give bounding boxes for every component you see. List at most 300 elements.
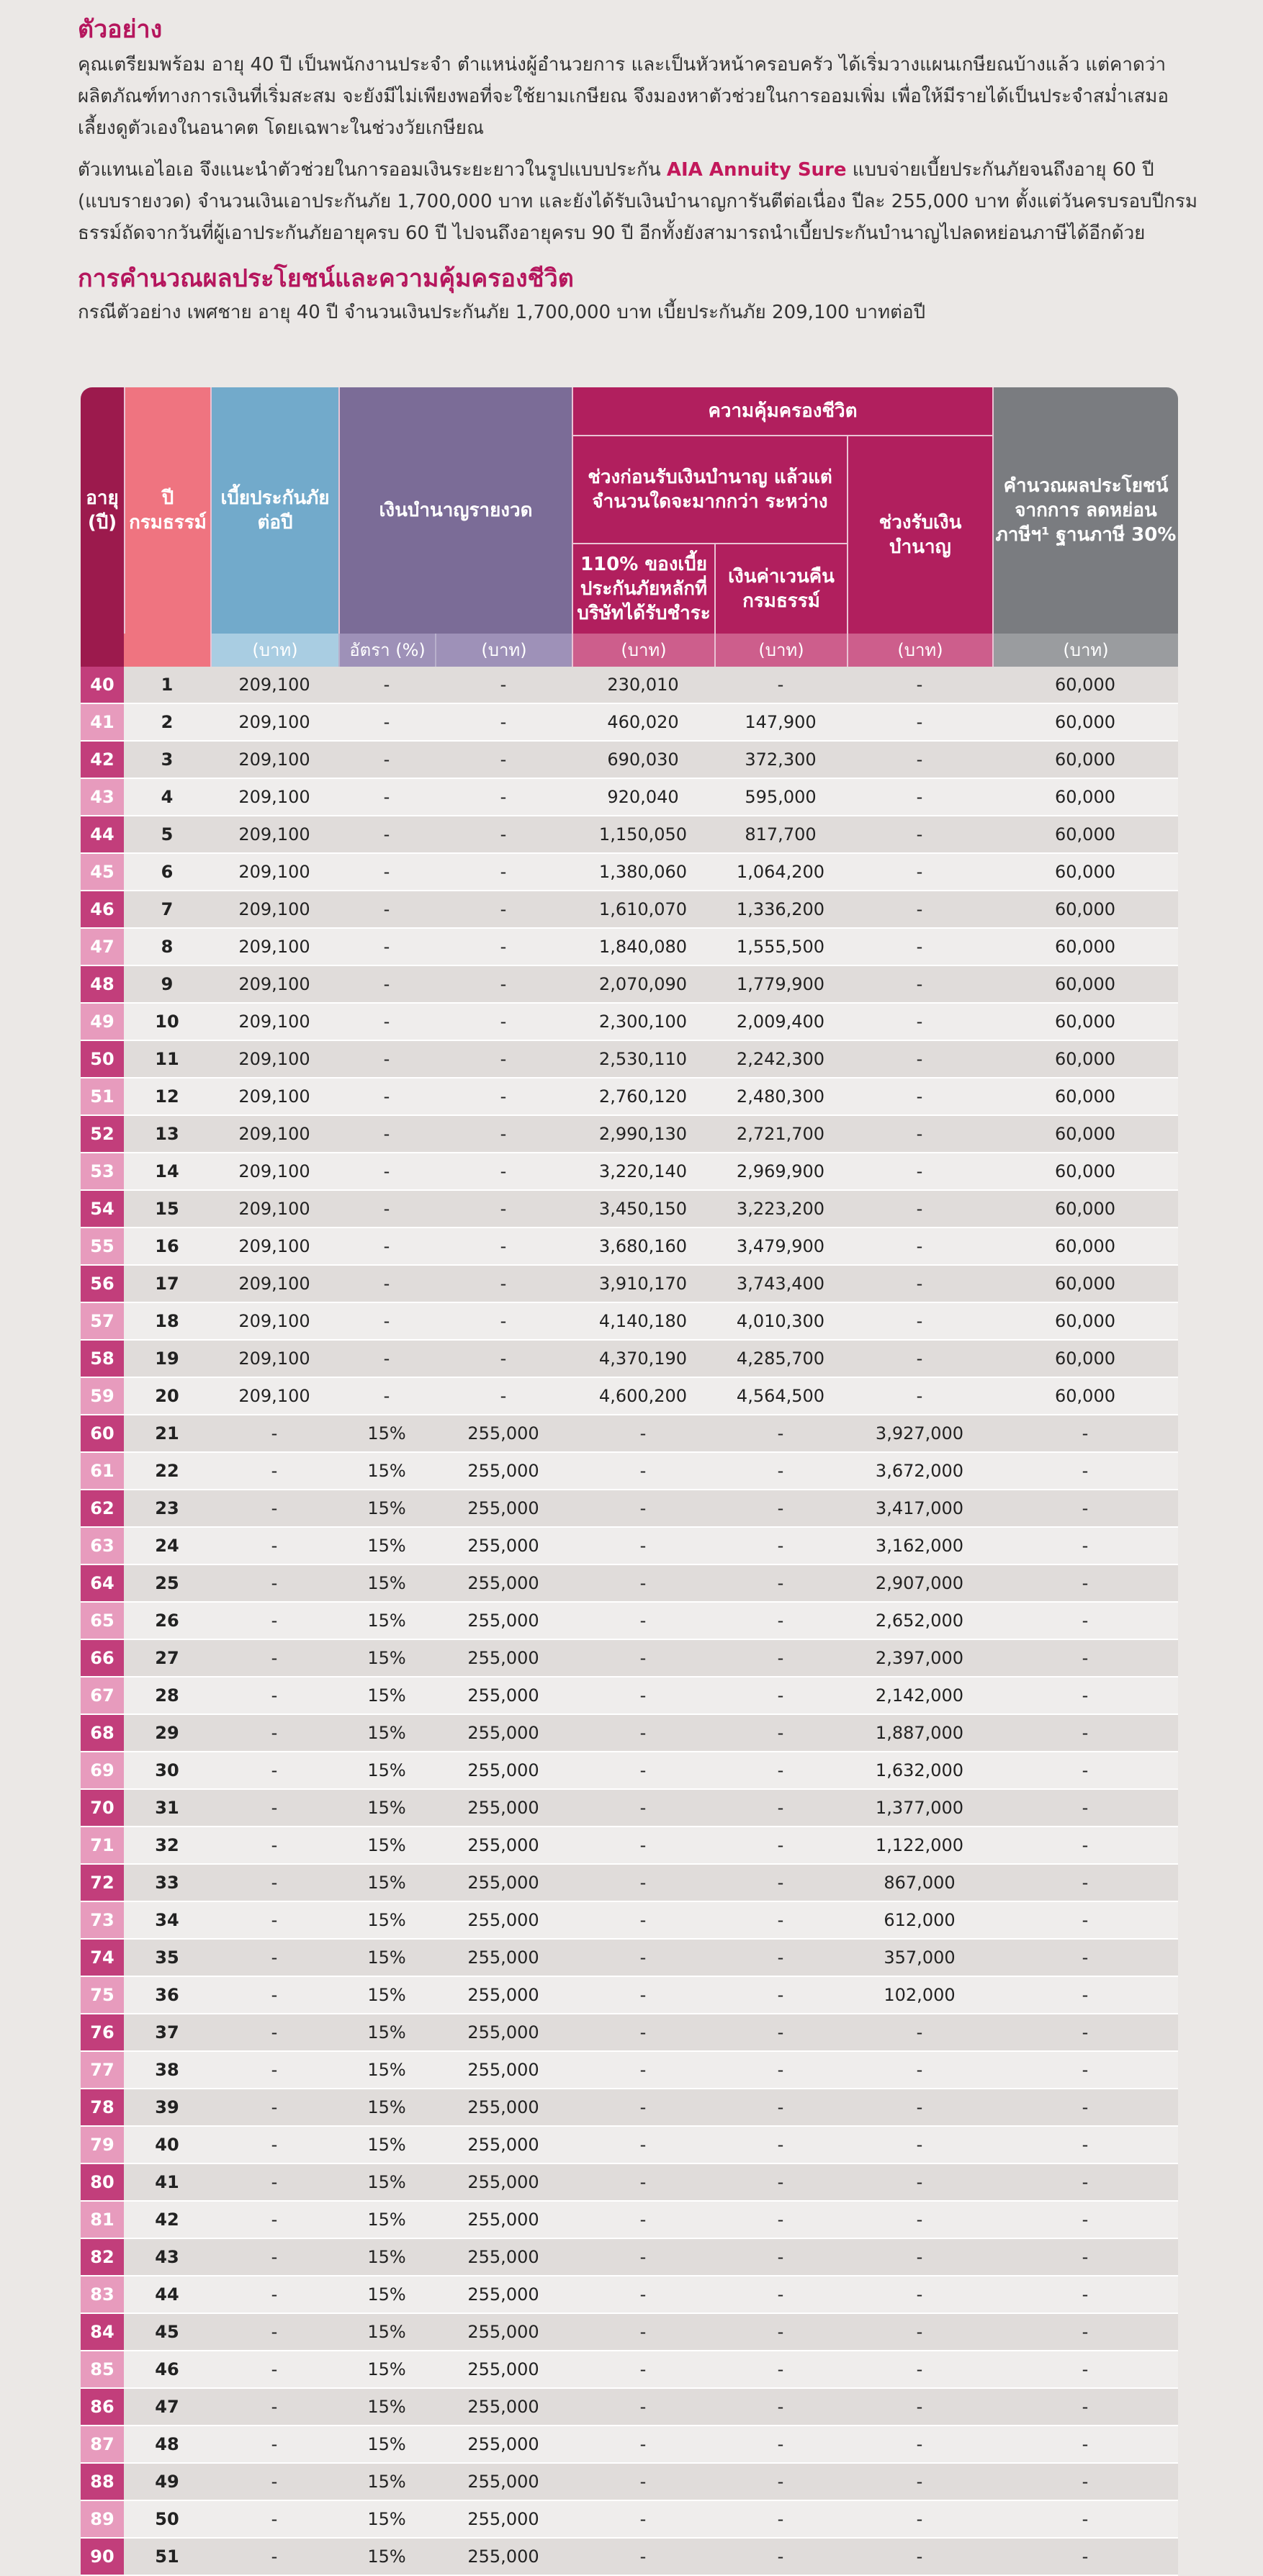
cell-policy-year: 15	[124, 1191, 210, 1228]
table-row	[81, 2164, 1178, 2202]
cell-policy-year: 19	[124, 1341, 210, 1378]
cell-policy-year: 12	[124, 1078, 210, 1116]
table-row	[81, 2276, 1178, 2314]
cell-annuity-rate: 15%	[338, 1453, 435, 1490]
cell-age: 72	[81, 1865, 124, 1902]
cell-annuity-amount: 255,000	[435, 2314, 572, 2351]
cell-age: 50	[81, 1041, 124, 1078]
cell-age: 48	[81, 966, 124, 1004]
table-row	[81, 2314, 1178, 2351]
cell-annuity-rate: 15%	[338, 2314, 435, 2351]
cell-premium: 209,100	[210, 1378, 338, 1415]
cell-death-benefit-110: -	[572, 2127, 714, 2164]
cell-death-benefit-110: -	[572, 1790, 714, 1827]
cell-annuity-rate: -	[338, 667, 435, 704]
cell-premium: 209,100	[210, 854, 338, 891]
cell-policy-year: 5	[124, 816, 210, 854]
cell-annuity-period-coverage: 3,162,000	[847, 1528, 992, 1565]
cell-policy-year: 1	[124, 667, 210, 704]
cell-premium: -	[210, 2426, 338, 2464]
cell-cash-value: -	[714, 1902, 847, 1940]
cell-tax-benefit: 60,000	[992, 1041, 1178, 1078]
cell-cash-value: 3,479,900	[714, 1228, 847, 1266]
cell-annuity-rate: -	[338, 1116, 435, 1153]
cell-annuity-rate: 15%	[338, 2127, 435, 2164]
cell-death-benefit-110: 690,030	[572, 742, 714, 779]
cell-cash-value: -	[714, 2314, 847, 2351]
cell-annuity-period-coverage: -	[847, 1153, 992, 1191]
cell-annuity-period-coverage: 1,632,000	[847, 1752, 992, 1790]
cell-age: 66	[81, 1640, 124, 1677]
cell-age: 51	[81, 1078, 124, 1116]
cell-premium: 209,100	[210, 891, 338, 929]
cell-annuity-amount: 255,000	[435, 1528, 572, 1565]
cell-annuity-period-coverage: -	[847, 2164, 992, 2202]
cell-cash-value: -	[714, 2127, 847, 2164]
cell-annuity-rate: -	[338, 1303, 435, 1341]
cell-cash-value: -	[714, 1677, 847, 1715]
cell-death-benefit-110: -	[572, 1827, 714, 1865]
cell-annuity-amount: 255,000	[435, 2127, 572, 2164]
cell-annuity-rate: -	[338, 704, 435, 742]
cell-annuity-period-coverage: -	[847, 2389, 992, 2426]
table-row	[81, 2014, 1178, 2052]
cell-death-benefit-110: 230,010	[572, 667, 714, 704]
cell-age: 85	[81, 2351, 124, 2389]
table-row	[81, 2202, 1178, 2239]
cell-cash-value: 817,700	[714, 816, 847, 854]
cell-death-benefit-110: -	[572, 2202, 714, 2239]
calc-heading: การคำนวณผลประโยชน์และความคุ้มครองชีวิต	[78, 264, 574, 293]
cell-annuity-period-coverage: -	[847, 2239, 992, 2276]
cell-premium: -	[210, 1603, 338, 1640]
cell-policy-year: 49	[124, 2464, 210, 2501]
cell-premium: -	[210, 1453, 338, 1490]
table-row	[81, 1715, 1178, 1752]
cell-premium: 209,100	[210, 1153, 338, 1191]
cell-death-benefit-110: -	[572, 2052, 714, 2089]
cell-age: 44	[81, 816, 124, 854]
cell-annuity-amount: -	[435, 1303, 572, 1341]
cell-annuity-period-coverage: 2,907,000	[847, 1565, 992, 1603]
cell-policy-year: 23	[124, 1490, 210, 1528]
cell-age: 56	[81, 1266, 124, 1303]
cell-annuity-period-coverage: 612,000	[847, 1902, 992, 1940]
cell-annuity-amount: 255,000	[435, 2464, 572, 2501]
cell-cash-value: 2,721,700	[714, 1116, 847, 1153]
recommendation-text-end: แบบจ่ายเบี้ยประกันภัยจนถึงอายุ 60 ปี (แบบรายงวด) จำนวนเงินเอาประกันภัย 1,700,000 บาท และยังได้รับเงินบำนาญการันตีต่อเนื่อง ปีละ 255,000 บาท ตั้งแต่วันครบรอบปีกรมธรรม์ถัดจากวันที่ผู้เอาประกันภัยอายุครบ 60 ปี ไปจนถึงอายุครบ 90 ปี อีกทั้งยังสามารถนำเบี้ยประกันบำนาญไปลดหย่อนภาษีได้อีกด้วย	[78, 159, 1197, 244]
cell-premium: -	[210, 1940, 338, 1977]
cell-annuity-period-coverage: -	[847, 2501, 992, 2539]
cell-annuity-period-coverage: 2,397,000	[847, 1640, 992, 1677]
table-row	[81, 891, 1178, 929]
cell-tax-benefit: -	[992, 1902, 1178, 1940]
cell-cash-value: -	[714, 1715, 847, 1752]
cell-annuity-amount: 255,000	[435, 2539, 572, 2576]
cell-age: 78	[81, 2089, 124, 2127]
cell-tax-benefit: -	[992, 1715, 1178, 1752]
cell-tax-benefit: 60,000	[992, 1303, 1178, 1341]
cell-annuity-rate: -	[338, 966, 435, 1004]
cell-age: 58	[81, 1341, 124, 1378]
cell-annuity-amount: 255,000	[435, 2239, 572, 2276]
cell-annuity-rate: -	[338, 854, 435, 891]
cell-age: 77	[81, 2052, 124, 2089]
cell-annuity-amount: 255,000	[435, 1940, 572, 1977]
cell-annuity-amount: 255,000	[435, 1453, 572, 1490]
cell-death-benefit-110: -	[572, 2089, 714, 2127]
table-row	[81, 1228, 1178, 1266]
cell-age: 60	[81, 1415, 124, 1453]
cell-policy-year: 38	[124, 2052, 210, 2089]
table-row	[81, 1041, 1178, 1078]
cell-tax-benefit: -	[992, 1827, 1178, 1865]
cell-policy-year: 30	[124, 1752, 210, 1790]
cell-tax-benefit: -	[992, 2239, 1178, 2276]
cell-tax-benefit: 60,000	[992, 1266, 1178, 1303]
cell-policy-year: 17	[124, 1266, 210, 1303]
cell-age: 81	[81, 2202, 124, 2239]
cell-cash-value: -	[714, 2014, 847, 2052]
cell-age: 82	[81, 2239, 124, 2276]
cell-policy-year: 39	[124, 2089, 210, 2127]
cell-annuity-rate: 15%	[338, 1977, 435, 2014]
cell-premium: 209,100	[210, 1341, 338, 1378]
cell-policy-year: 46	[124, 2351, 210, 2389]
table-header	[81, 387, 1178, 667]
cell-annuity-rate: 15%	[338, 2351, 435, 2389]
cell-premium: -	[210, 1490, 338, 1528]
cell-policy-year: 43	[124, 2239, 210, 2276]
cell-cash-value: -	[714, 1528, 847, 1565]
cell-cash-value: -	[714, 1940, 847, 1977]
cell-annuity-rate: 15%	[338, 2501, 435, 2539]
cell-annuity-period-coverage: 3,927,000	[847, 1415, 992, 1453]
cell-annuity-period-coverage: -	[847, 2089, 992, 2127]
unit-tax: (บาท)	[992, 634, 1178, 667]
cell-annuity-rate: 15%	[338, 1603, 435, 1640]
cell-premium: -	[210, 2014, 338, 2052]
cell-annuity-amount: 255,000	[435, 1902, 572, 1940]
cell-death-benefit-110: -	[572, 2276, 714, 2314]
cell-annuity-period-coverage: 867,000	[847, 1865, 992, 1902]
cell-death-benefit-110: 1,840,080	[572, 929, 714, 966]
cell-annuity-period-coverage: 3,417,000	[847, 1490, 992, 1528]
unit-rate: อัตรา (%)	[338, 634, 435, 667]
table-row	[81, 966, 1178, 1004]
cell-annuity-rate: 15%	[338, 1940, 435, 1977]
cell-death-benefit-110: 4,140,180	[572, 1303, 714, 1341]
table-row	[81, 1116, 1178, 1153]
cell-tax-benefit: 60,000	[992, 704, 1178, 742]
cell-cash-value: -	[714, 2501, 847, 2539]
cell-annuity-rate: -	[338, 1078, 435, 1116]
cell-policy-year: 34	[124, 1902, 210, 1940]
cell-premium: 209,100	[210, 929, 338, 966]
cell-annuity-period-coverage: -	[847, 2014, 992, 2052]
table-row	[81, 2127, 1178, 2164]
cell-cash-value: -	[714, 1827, 847, 1865]
table-row	[81, 1827, 1178, 1865]
cell-annuity-rate: 15%	[338, 1490, 435, 1528]
cell-age: 46	[81, 891, 124, 929]
cell-annuity-rate: 15%	[338, 1865, 435, 1902]
cell-premium: -	[210, 2501, 338, 2539]
cell-age: 61	[81, 1453, 124, 1490]
cell-annuity-period-coverage: -	[847, 1378, 992, 1415]
cell-premium: -	[210, 2127, 338, 2164]
cell-policy-year: 7	[124, 891, 210, 929]
cell-tax-benefit: -	[992, 1603, 1178, 1640]
cell-tax-benefit: -	[992, 1790, 1178, 1827]
cell-age: 84	[81, 2314, 124, 2351]
table-row	[81, 1940, 1178, 1977]
cell-cash-value: 4,010,300	[714, 1303, 847, 1341]
cell-tax-benefit: -	[992, 2089, 1178, 2127]
benefit-table	[81, 387, 1178, 2576]
cell-age: 76	[81, 2014, 124, 2052]
cell-cash-value: -	[714, 1865, 847, 1902]
cell-tax-benefit: 60,000	[992, 667, 1178, 704]
cell-death-benefit-110: -	[572, 2164, 714, 2202]
cell-death-benefit-110: 3,680,160	[572, 1228, 714, 1266]
cell-cash-value: -	[714, 2239, 847, 2276]
cell-annuity-rate: 15%	[338, 1752, 435, 1790]
example-heading: ตัวอย่าง	[78, 15, 163, 44]
cell-policy-year: 40	[124, 2127, 210, 2164]
cell-age: 47	[81, 929, 124, 966]
cell-premium: -	[210, 2239, 338, 2276]
table-row	[81, 1266, 1178, 1303]
cell-cash-value: -	[714, 2089, 847, 2127]
cell-annuity-period-coverage: -	[847, 966, 992, 1004]
cell-cash-value: -	[714, 1453, 847, 1490]
cell-cash-value: -	[714, 1640, 847, 1677]
cell-annuity-amount: -	[435, 1153, 572, 1191]
cell-annuity-amount: -	[435, 1078, 572, 1116]
table-row	[81, 1790, 1178, 1827]
cell-annuity-rate: 15%	[338, 1902, 435, 1940]
cell-annuity-amount: -	[435, 929, 572, 966]
cell-premium: -	[210, 1640, 338, 1677]
cell-premium: 209,100	[210, 1116, 338, 1153]
cell-death-benefit-110: 2,990,130	[572, 1116, 714, 1153]
cell-annuity-rate: -	[338, 1341, 435, 1378]
cell-annuity-period-coverage: -	[847, 2426, 992, 2464]
cell-death-benefit-110: 4,600,200	[572, 1378, 714, 1415]
cell-annuity-period-coverage: -	[847, 2351, 992, 2389]
cell-tax-benefit: 60,000	[992, 1153, 1178, 1191]
cell-policy-year: 45	[124, 2314, 210, 2351]
cell-premium: -	[210, 2164, 338, 2202]
cell-age: 87	[81, 2426, 124, 2464]
cell-age: 83	[81, 2276, 124, 2314]
cell-annuity-amount: 255,000	[435, 2052, 572, 2089]
table-row	[81, 1490, 1178, 1528]
cell-tax-benefit: 60,000	[992, 1378, 1178, 1415]
cell-annuity-amount: -	[435, 1004, 572, 1041]
cell-annuity-rate: 15%	[338, 1677, 435, 1715]
cell-policy-year: 10	[124, 1004, 210, 1041]
cell-annuity-rate: -	[338, 742, 435, 779]
cell-premium: 209,100	[210, 1078, 338, 1116]
cell-annuity-amount: -	[435, 891, 572, 929]
cell-annuity-amount: -	[435, 854, 572, 891]
cell-annuity-rate: 15%	[338, 1790, 435, 1827]
cell-policy-year: 32	[124, 1827, 210, 1865]
table-row	[81, 2389, 1178, 2426]
cell-cash-value: 595,000	[714, 779, 847, 816]
cell-premium: 209,100	[210, 1191, 338, 1228]
cell-age: 86	[81, 2389, 124, 2426]
cell-annuity-period-coverage: -	[847, 2464, 992, 2501]
cell-death-benefit-110: 3,910,170	[572, 1266, 714, 1303]
cell-annuity-rate: -	[338, 891, 435, 929]
cell-age: 40	[81, 667, 124, 704]
cell-policy-year: 37	[124, 2014, 210, 2052]
cell-tax-benefit: -	[992, 2164, 1178, 2202]
cell-annuity-period-coverage: -	[847, 816, 992, 854]
cell-policy-year: 24	[124, 1528, 210, 1565]
cell-annuity-amount: -	[435, 667, 572, 704]
cell-annuity-amount: 255,000	[435, 2351, 572, 2389]
cell-annuity-period-coverage: -	[847, 667, 992, 704]
cell-cash-value: 1,779,900	[714, 966, 847, 1004]
cell-annuity-period-coverage: -	[847, 2539, 992, 2576]
table-row	[81, 854, 1178, 891]
cell-age: 63	[81, 1528, 124, 1565]
cell-policy-year: 51	[124, 2539, 210, 2576]
cell-premium: -	[210, 1902, 338, 1940]
cell-annuity-amount: 255,000	[435, 1565, 572, 1603]
cell-policy-year: 27	[124, 1640, 210, 1677]
cell-tax-benefit: 60,000	[992, 1341, 1178, 1378]
table-row	[81, 2052, 1178, 2089]
cell-annuity-rate: -	[338, 929, 435, 966]
cell-death-benefit-110: -	[572, 1565, 714, 1603]
cell-annuity-period-coverage: -	[847, 1341, 992, 1378]
cell-annuity-period-coverage: -	[847, 2202, 992, 2239]
table-row	[81, 2239, 1178, 2276]
cell-premium: -	[210, 1415, 338, 1453]
header-pre-annuity: ช่วงก่อนรับเงินบำนาญ แล้วแต่จำนวนใดจะมากกว่า ระหว่าง	[572, 435, 847, 543]
cell-cash-value: 4,285,700	[714, 1341, 847, 1378]
cell-tax-benefit: -	[992, 2501, 1178, 2539]
cell-annuity-rate: 15%	[338, 1715, 435, 1752]
cell-death-benefit-110: -	[572, 1640, 714, 1677]
cell-cash-value: -	[714, 1603, 847, 1640]
cell-annuity-period-coverage: 3,672,000	[847, 1453, 992, 1490]
cell-annuity-period-coverage: -	[847, 2276, 992, 2314]
cell-annuity-amount: 255,000	[435, 1977, 572, 2014]
cell-age: 71	[81, 1827, 124, 1865]
cell-policy-year: 18	[124, 1303, 210, 1341]
unit-cash-value: (บาท)	[714, 634, 847, 667]
header-coverage: ความคุ้มครองชีวิต	[572, 387, 992, 435]
cell-annuity-amount: 255,000	[435, 2014, 572, 2052]
cell-cash-value: -	[714, 1752, 847, 1790]
cell-annuity-period-coverage: 1,887,000	[847, 1715, 992, 1752]
cell-death-benefit-110: -	[572, 2314, 714, 2351]
cell-cash-value: 2,009,400	[714, 1004, 847, 1041]
cell-annuity-rate: 15%	[338, 1827, 435, 1865]
header-age: อายุ (ปี)	[81, 387, 124, 634]
table-body	[81, 667, 1178, 2576]
cell-annuity-amount: 255,000	[435, 2164, 572, 2202]
cell-annuity-period-coverage: -	[847, 929, 992, 966]
cell-premium: -	[210, 2539, 338, 2576]
cell-cash-value: 2,969,900	[714, 1153, 847, 1191]
cell-death-benefit-110: -	[572, 1940, 714, 1977]
cell-annuity-rate: -	[338, 1153, 435, 1191]
table-row	[81, 816, 1178, 854]
table-row	[81, 1078, 1178, 1116]
cell-annuity-period-coverage: -	[847, 779, 992, 816]
cell-tax-benefit: -	[992, 1940, 1178, 1977]
intro-paragraph: คุณเตรียมพร้อม อายุ 40 ปี เป็นพนักงานประจำ ตำแหน่งผู้อำนวยการ และเป็นหัวหน้าครอบครัว ได้เริ่มวางแผนเกษียณบ้างแล้ว แต่คาดว่าผลิตภัณฑ์ทางการเงินที่เริ่มสะสม จะยังมีไม่เพียงพอที่จะใช้ยามเกษียณ จึงมองหาตัวช่วยในการออมเพิ่ม เพื่อให้มีรายได้เป็นประจำสม่ำเสมอ เลี้ยงดูตัวเองในอนาคต โดยเฉพาะในช่วงวัยเกษียณ	[78, 54, 1169, 139]
cell-premium: -	[210, 1790, 338, 1827]
cell-annuity-amount: 255,000	[435, 1752, 572, 1790]
cell-cash-value: -	[714, 2426, 847, 2464]
cell-tax-benefit: 60,000	[992, 816, 1178, 854]
cell-age: 55	[81, 1228, 124, 1266]
cell-tax-benefit: 60,000	[992, 966, 1178, 1004]
cell-annuity-rate: 15%	[338, 2389, 435, 2426]
cell-premium: -	[210, 2389, 338, 2426]
cell-policy-year: 29	[124, 1715, 210, 1752]
cell-age: 41	[81, 704, 124, 742]
cell-annuity-amount: 255,000	[435, 1677, 572, 1715]
cell-annuity-rate: 15%	[338, 2014, 435, 2052]
cell-death-benefit-110: 1,380,060	[572, 854, 714, 891]
header-tax: คำนวณผลประโยชน์ จากการ ลดหย่อนภาษีฯ¹ ฐานภาษี 30%	[992, 387, 1178, 634]
table-row	[81, 1902, 1178, 1940]
cell-annuity-period-coverage: -	[847, 1078, 992, 1116]
header-110-percent: 110% ของเบี้ย ประกันภัยหลักที่ บริษัทได้รับชำระ	[572, 543, 714, 634]
header-policy-year: ปี กรมธรรม์	[124, 387, 210, 634]
cell-annuity-period-coverage: -	[847, 2314, 992, 2351]
table-row	[81, 1603, 1178, 1640]
cell-annuity-amount: 255,000	[435, 1715, 572, 1752]
cell-annuity-amount: -	[435, 1116, 572, 1153]
cell-annuity-rate: 15%	[338, 1565, 435, 1603]
cell-annuity-amount: 255,000	[435, 2389, 572, 2426]
cell-policy-year: 36	[124, 1977, 210, 2014]
cell-death-benefit-110: -	[572, 1715, 714, 1752]
cell-cash-value: 1,064,200	[714, 854, 847, 891]
table-row	[81, 1415, 1178, 1453]
cell-annuity-amount: -	[435, 1341, 572, 1378]
cell-policy-year: 22	[124, 1453, 210, 1490]
cell-cash-value: 3,743,400	[714, 1266, 847, 1303]
cell-tax-benefit: 60,000	[992, 1004, 1178, 1041]
cell-premium: -	[210, 2464, 338, 2501]
cell-age: 53	[81, 1153, 124, 1191]
cell-death-benefit-110: 3,450,150	[572, 1191, 714, 1228]
cell-death-benefit-110: -	[572, 1677, 714, 1715]
cell-annuity-amount: -	[435, 966, 572, 1004]
cell-annuity-amount: -	[435, 1266, 572, 1303]
table-row	[81, 1565, 1178, 1603]
cell-tax-benefit: -	[992, 1415, 1178, 1453]
cell-annuity-rate: 15%	[338, 2539, 435, 2576]
cell-policy-year: 41	[124, 2164, 210, 2202]
cell-annuity-rate: -	[338, 1266, 435, 1303]
cell-cash-value: 1,336,200	[714, 891, 847, 929]
cell-tax-benefit: -	[992, 1490, 1178, 1528]
cell-death-benefit-110: 2,300,100	[572, 1004, 714, 1041]
cell-cash-value: 4,564,500	[714, 1378, 847, 1415]
